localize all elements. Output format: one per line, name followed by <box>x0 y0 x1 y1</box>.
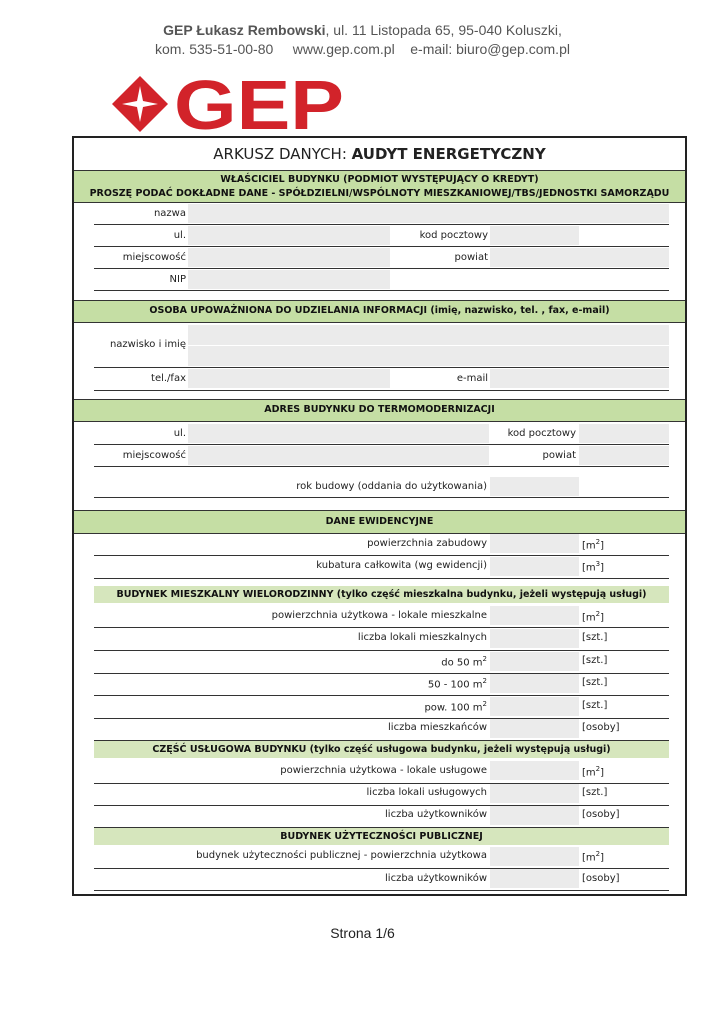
page-number: Strona 1/6 <box>330 925 395 941</box>
label-contact-name: nazwisko i imię <box>109 339 186 350</box>
label-owner-city: miejscowość <box>122 252 186 263</box>
unit-m2: $[m^2]$ <box>582 538 605 552</box>
address-street-field[interactable] <box>188 424 489 443</box>
divider <box>94 246 669 247</box>
r50-100-field[interactable] <box>490 674 579 693</box>
divider <box>94 497 669 498</box>
label-built-area: powierzchnia zabudowy <box>367 538 487 549</box>
unit-szt: [szt.] <box>582 677 608 688</box>
label-over-100: pow. 100 $m^2$ <box>424 700 487 714</box>
unit-osoby: [osoby] <box>582 722 620 733</box>
label-address-postcode: kod pocztowy <box>507 428 576 439</box>
header-line-1 <box>0 22 725 38</box>
address-section-header: ADRES BUDYNKU DO TERMOMODERNIZACJI <box>74 399 685 422</box>
company-address: , ul. 11 Listopada 65, 95-040 Koluszki, <box>325 22 562 38</box>
res-count-field[interactable] <box>490 629 579 648</box>
label-svc-count: liczba lokali usługowych <box>366 787 487 798</box>
res-area-field[interactable] <box>490 606 579 625</box>
built-area-field[interactable] <box>490 534 579 553</box>
unit-m2: $[m^2]$ <box>582 610 605 624</box>
divider <box>94 783 669 784</box>
label-res-count: liczba lokali mieszkalnych <box>357 632 487 643</box>
contact-email-field[interactable] <box>490 369 669 388</box>
contact-name-field-1[interactable] <box>188 325 669 345</box>
form-title: ARKUSZ DANYCH: AUDYT ENERGETYCZNY <box>213 145 546 163</box>
unit-m2: $[m^2]$ <box>582 850 605 864</box>
company-website: www.gep.com.pl <box>292 41 395 57</box>
label-owner-postcode: kod pocztowy <box>419 230 488 241</box>
label-contact-phone: tel./fax <box>151 373 186 384</box>
label-svc-area: powierzchnia użytkowa - lokale usługowe <box>280 765 487 776</box>
records-section-header: DANE EWIDENCYJNE <box>74 510 685 534</box>
pub-users-field[interactable] <box>490 869 579 888</box>
residents-field[interactable] <box>490 719 579 738</box>
volume-field[interactable] <box>490 557 579 576</box>
unit-osoby: [osoby] <box>582 809 620 820</box>
address-city-field[interactable] <box>188 446 489 465</box>
gep-logo <box>110 74 350 134</box>
label-residents: liczba mieszkańców <box>388 722 487 733</box>
up-to-50-field[interactable] <box>490 652 579 671</box>
address-county-field[interactable] <box>579 446 669 465</box>
svc-count-field[interactable] <box>490 784 579 803</box>
unit-szt: [szt.] <box>582 655 608 666</box>
label-owner-nip: NIP <box>169 274 186 285</box>
contact-phone-field[interactable] <box>188 369 390 388</box>
unit-m2: $[m^2]$ <box>582 765 605 779</box>
svc-area-field[interactable] <box>490 761 579 780</box>
label-pub-users: liczba użytkowników <box>385 873 487 884</box>
label-owner-street: ul. <box>173 230 186 241</box>
label-pub-area: budynek użyteczności publicznej - powierzchnia użytkowa <box>196 850 487 861</box>
unit-osoby: [osoby] <box>582 873 620 884</box>
company-email: e-mail: biuro@gep.com.pl <box>410 41 570 57</box>
divider <box>94 868 669 869</box>
contact-name-field-2[interactable] <box>188 346 669 366</box>
label-res-area: powierzchnia użytkowa - lokale mieszkalne <box>271 610 487 621</box>
pub-area-field[interactable] <box>490 847 579 866</box>
label-owner-county: powiat <box>454 252 488 263</box>
address-postcode-field[interactable] <box>579 424 669 443</box>
label-volume: kubatura całkowita (wg ewidencji) <box>316 560 487 571</box>
over-100-field[interactable] <box>490 697 579 716</box>
divider <box>94 390 669 391</box>
contact-section-header: OSOBA UPOWAŻNIONA DO UDZIELANIA INFORMACJI (imię, nazwisko, tel. , fax, e-mail) <box>74 300 685 323</box>
residential-subheader: BUDYNEK MIESZKALNY WIELORODZINNY (tylko część mieszkalna budynku, jeżeli występują usługi) <box>94 586 669 603</box>
divider <box>94 268 669 269</box>
divider <box>94 627 669 628</box>
data-sheet-form <box>72 136 687 896</box>
divider <box>94 805 669 806</box>
label-up-to-50: do 50 $m^2$ <box>441 655 487 669</box>
divider <box>94 718 669 719</box>
divider <box>94 224 669 225</box>
label-contact-email: e-mail <box>456 373 488 384</box>
owner-county-field[interactable] <box>490 248 669 267</box>
company-name: GEP Łukasz Rembowski <box>163 22 326 38</box>
label-owner-name: nazwa <box>153 208 186 219</box>
build-year-field[interactable] <box>490 477 579 496</box>
divider <box>94 444 669 445</box>
header-line-2 <box>0 41 725 57</box>
service-subheader: CZĘŚĆ USŁUGOWA BUDYNKU (tylko część usługowa budynku, jeżeli występują usługi) <box>94 741 669 758</box>
label-address-street: ul. <box>173 428 186 439</box>
logo-text: GEP <box>174 74 344 134</box>
public-subheader: BUDYNEK UŻYTECZNOŚCI PUBLICZNEJ <box>94 828 669 845</box>
owner-postcode-field[interactable] <box>490 226 579 245</box>
divider <box>94 578 669 579</box>
label-svc-users: liczba użytkowników <box>385 809 487 820</box>
company-phone: kom. 535-51-00-80 <box>155 41 274 57</box>
label-address-county: powiat <box>542 450 576 461</box>
unit-szt: [szt.] <box>582 632 608 643</box>
owner-section-header: WŁAŚCICIEL BUDYNKU (PODMIOT WYSTĘPUJĄCY O KREDYT) PROSZĘ PODAĆ DOKŁADNE DANE - SPÓŁDZIELNI/WSPÓLNOTY MIESZKANIOWEJ/TBS/JEDNOSTKI SAMORZĄDU <box>74 170 685 203</box>
label-50-100: 50 - 100 $m^2$ <box>427 677 487 691</box>
svc-users-field[interactable] <box>490 806 579 825</box>
divider <box>94 650 669 651</box>
divider <box>94 290 669 291</box>
divider <box>94 466 669 467</box>
divider <box>94 890 669 891</box>
divider <box>94 367 669 368</box>
unit-szt: [szt.] <box>582 787 608 798</box>
owner-street-field[interactable] <box>188 226 390 245</box>
owner-nip-field[interactable] <box>188 270 390 289</box>
star-icon <box>112 76 168 132</box>
owner-city-field[interactable] <box>188 248 390 267</box>
label-build-year: rok budowy (oddania do użytkowania) <box>296 481 487 492</box>
unit-szt: [szt.] <box>582 700 608 711</box>
label-address-city: miejscowość <box>122 450 186 461</box>
divider <box>94 695 669 696</box>
divider <box>94 555 669 556</box>
unit-m3: $[m^3]$ <box>582 560 605 574</box>
divider <box>94 673 669 674</box>
owner-name-field[interactable] <box>188 204 669 223</box>
